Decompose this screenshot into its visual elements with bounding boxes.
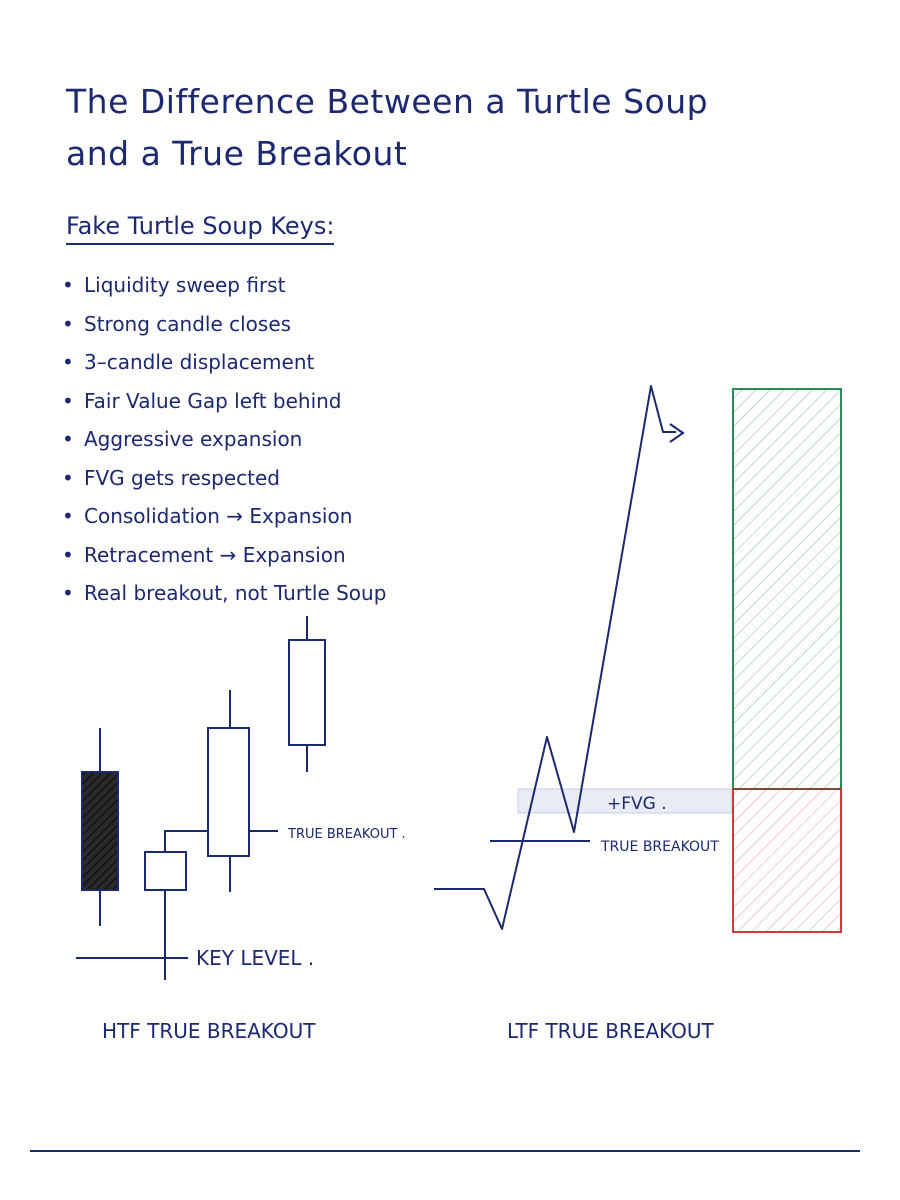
key-text: Aggressive expansion <box>84 427 303 451</box>
key-text: Real breakout, not Turtle Soup <box>84 581 387 605</box>
key-level-label: KEY LEVEL . <box>196 946 315 970</box>
htf-true-breakout-label: TRUE BREAKOUT . <box>288 827 406 842</box>
target-zone <box>733 389 841 789</box>
key-text: FVG gets respected <box>84 465 281 490</box>
bullet-icon: • <box>62 273 74 297</box>
bullet-icon: • <box>62 581 74 605</box>
key-text: Strong candle closes <box>84 311 292 336</box>
stop-zone <box>733 789 841 932</box>
ltf-caption: LTF TRUE BREAKOUT <box>507 1019 714 1043</box>
ltf-diagram <box>434 386 841 1043</box>
key-text: 3–candle displacement <box>84 350 315 374</box>
htf-candle-small <box>145 830 186 890</box>
bullet-icon: • <box>62 311 74 336</box>
ltf-true-breakout-label: TRUE BREAKOUT <box>601 839 719 855</box>
key-text: Retracement → Expansion <box>84 542 346 567</box>
bullet-icon: • <box>62 465 74 490</box>
title-line-2: and a True Breakout <box>66 134 408 173</box>
title-line-1: The Difference Between a Turtle Soup <box>66 82 709 121</box>
footer-divider <box>30 1150 860 1152</box>
bullet-icon: • <box>62 350 74 374</box>
key-text: Fair Value Gap left behind <box>84 388 342 413</box>
keys-heading: Fake Turtle Soup Keys: <box>66 212 334 245</box>
bullet-icon: • <box>62 504 74 528</box>
bullet-icon: • <box>62 388 74 413</box>
htf-candle-bearish <box>82 728 118 926</box>
key-text: Liquidity sweep first <box>84 273 286 297</box>
htf-diagram <box>76 616 406 1043</box>
htf-candle-displacement <box>208 690 249 892</box>
bullet-icon: • <box>62 542 74 567</box>
fvg-label: +FVG . <box>607 794 667 814</box>
htf-candle-continuation <box>289 616 325 772</box>
htf-caption: HTF TRUE BREAKOUT <box>102 1019 316 1043</box>
key-text: Consolidation → Expansion <box>84 504 353 528</box>
bullet-icon: • <box>62 427 74 451</box>
